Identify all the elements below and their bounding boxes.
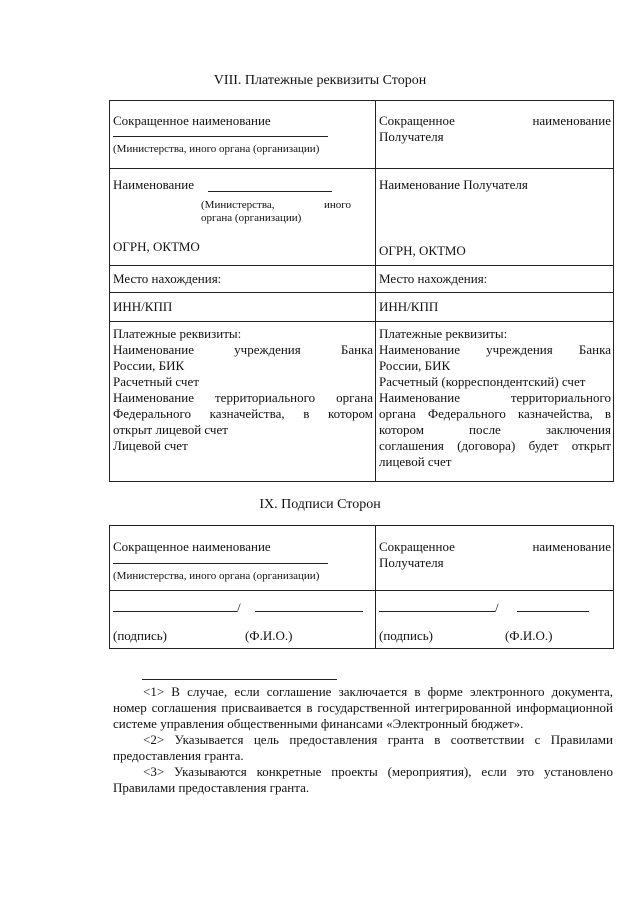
sig-right-signature-line [379, 599, 495, 612]
sig-left-fio-line [255, 599, 363, 612]
left-location: Место нахождения: [113, 271, 222, 286]
sig-right-name-cell [376, 526, 614, 591]
left-name-line [208, 177, 332, 192]
left-name-note-3: органа (организации) [201, 212, 302, 224]
sig-right-short-c: Получателя [379, 555, 444, 570]
right-location-cell [376, 266, 614, 293]
right-treasury-2: органа Федерального казначейства, в [379, 406, 611, 421]
right-treasury-3b: после [469, 422, 501, 437]
left-account: Расчетный счет [113, 374, 199, 389]
right-bank-c: Банка [578, 342, 612, 357]
footnotes [113, 684, 613, 796]
left-bank-2: России, БИК [113, 358, 185, 373]
right-treasury-4: соглашения (договора) будет открыт [379, 438, 611, 453]
left-treasury-3: открыт лицевой счет [113, 422, 228, 437]
sig-right-short-a: Сокращенное [379, 539, 455, 554]
payment-requisites-table [109, 100, 614, 482]
left-bank-c: Банка [340, 342, 374, 357]
sig-left-signature-label: (подпись) [113, 628, 167, 643]
sig-left-name-cell [110, 526, 376, 591]
left-name-label: Наименование [113, 177, 194, 192]
sig-right-fio-label: (Ф.И.О.) [504, 628, 553, 643]
sig-left-short-name: Сокращенное наименование [113, 539, 271, 554]
right-short-name-cell [376, 101, 614, 169]
left-name-cell [110, 169, 376, 266]
right-treasury-3c: заключения [545, 422, 611, 437]
footnote-2: <2> Указывается цель предоставления гранта в соответствии с Правилами предоставления гранта. [113, 732, 613, 763]
left-bank-a: Наименование [113, 342, 194, 357]
left-personal-account: Лицевой счет [113, 438, 188, 453]
left-payment-cell [110, 322, 376, 482]
right-location: Место нахождения: [379, 271, 488, 286]
left-short-name-cell [110, 101, 376, 169]
left-short-name-line [113, 129, 328, 137]
right-name-cell [376, 169, 614, 266]
right-bank-2: России, БИК [379, 358, 451, 373]
right-treasury-1a: Наименование [379, 390, 460, 405]
right-ogrn: ОГРН, ОКТМО [379, 243, 466, 258]
signatures-table [109, 525, 614, 649]
sig-left-ministry-note: (Министерства, иного органа (организации) [113, 570, 320, 582]
sig-right-slash: / [495, 600, 499, 615]
sig-left-cell [110, 591, 376, 649]
left-inn: ИНН/КПП [113, 299, 173, 314]
left-payment-title: Платежные реквизиты: [113, 326, 242, 341]
right-inn: ИНН/КПП [379, 299, 439, 314]
footnote-separator [142, 679, 337, 680]
right-name: Наименование Получателя [379, 177, 528, 192]
right-bank-a: Наименование [379, 342, 460, 357]
left-ogrn: ОГРН, ОКТМО [113, 239, 200, 254]
section-8-title: VIII. Платежные реквизиты Сторон [213, 73, 427, 88]
left-location-cell [110, 266, 376, 293]
right-short-name-b: наименование [532, 113, 611, 128]
footnote-3: <3> Указываются конкретные проекты (мероприятия), если это установлено Правилами предоставления гранта. [113, 764, 613, 795]
right-payment-title: Платежные реквизиты: [379, 326, 508, 341]
sig-right-cell [376, 591, 614, 649]
sig-left-short-name-line [113, 555, 328, 564]
sig-right-short-b: наименование [532, 539, 611, 554]
right-treasury-1b: территориального [510, 390, 611, 405]
left-ministry-note: (Министерства, иного органа (организации) [113, 143, 320, 155]
left-name-note-1: (Министерства, [201, 199, 275, 211]
right-account: Расчетный (корреспондентский) счет [379, 374, 586, 389]
right-short-name-c: Получателя [379, 129, 444, 144]
section-9-title: IX. Подписи Сторон [259, 497, 381, 512]
left-inn-cell [110, 293, 376, 322]
sig-left-signature-line [113, 599, 237, 612]
right-bank-b: учреждения [486, 342, 553, 357]
footnote-1: <1> В случае, если соглашение заключается в форме электронного документа, номер соглашения присваивается в государственной интегрированной информационной системе управления общественными финансами «Электронный бюджет». [113, 684, 613, 731]
sig-right-fio-line [517, 599, 589, 612]
left-name-note-2: иного [323, 199, 351, 211]
left-treasury-2: Федерального казначейства, в котором [113, 406, 373, 421]
left-short-name-label: Сокращенное наименование [113, 113, 271, 128]
right-inn-cell [376, 293, 614, 322]
left-bank-b: учреждения [234, 342, 301, 357]
right-payment-cell [376, 322, 614, 482]
right-short-name-a: Сокращенное [379, 113, 455, 128]
right-treasury-3a: котором [379, 422, 424, 437]
sig-right-signature-label: (подпись) [379, 628, 433, 643]
sig-left-fio-label: (Ф.И.О.) [244, 628, 293, 643]
sig-left-slash: / [237, 600, 241, 615]
right-treasury-5: лицевой счет [379, 454, 452, 469]
left-treasury-1: Наименование территориального органа [113, 390, 373, 405]
